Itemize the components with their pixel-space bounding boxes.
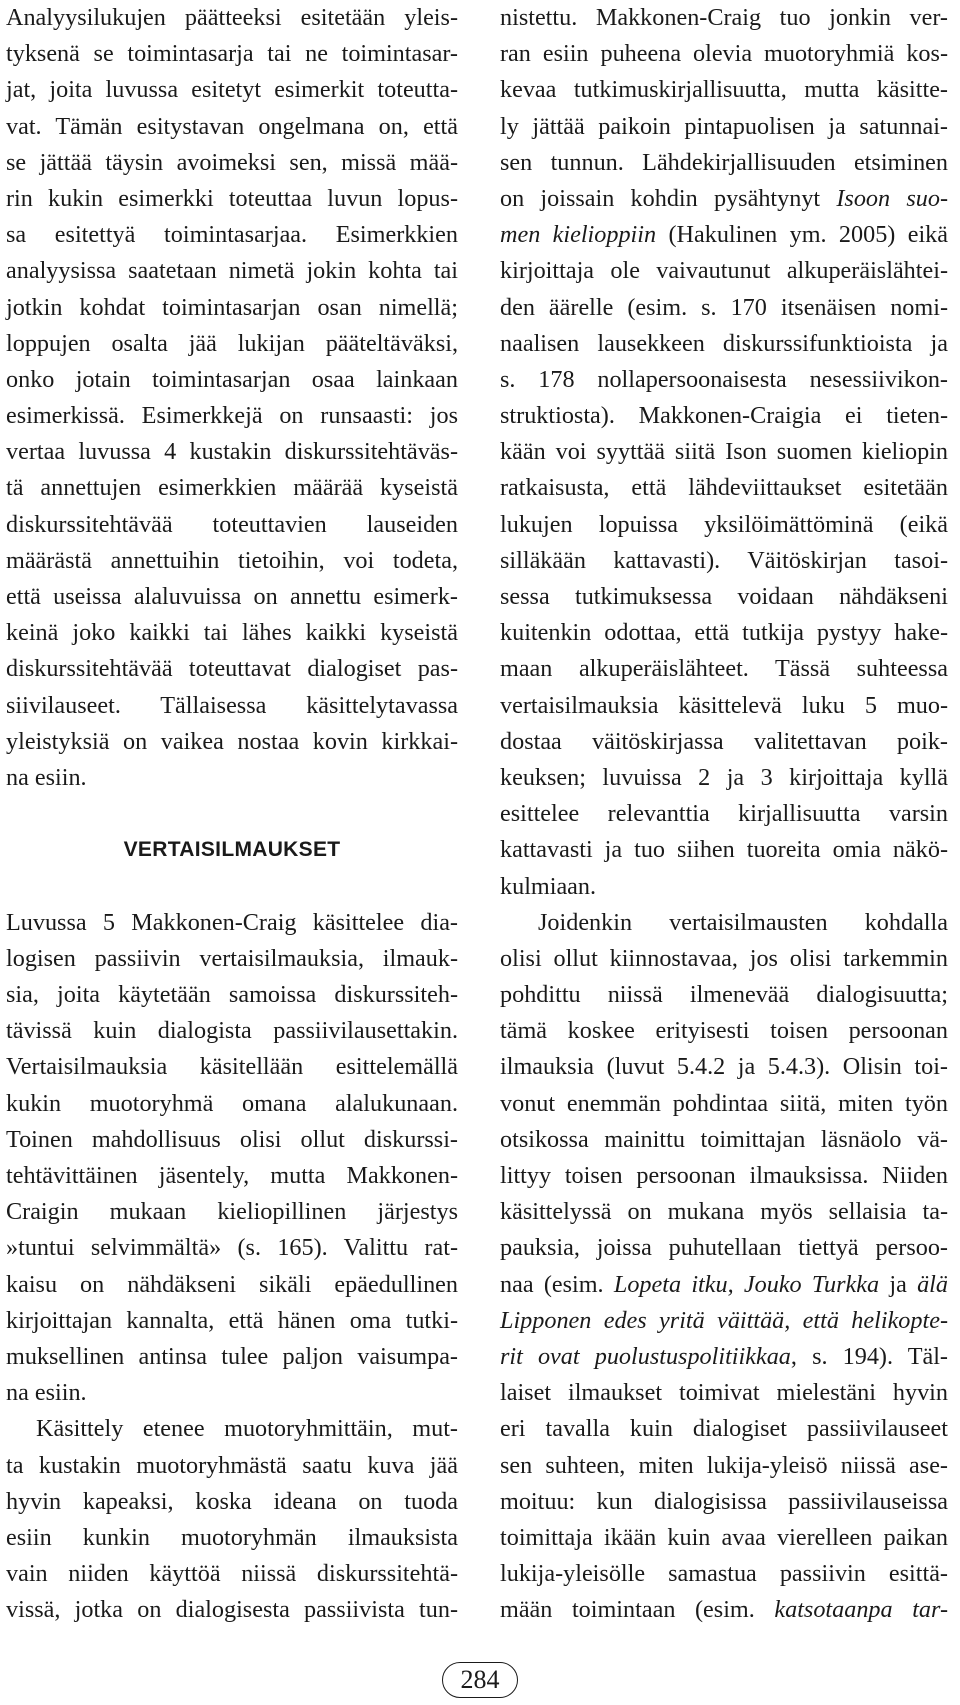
spacer (6, 796, 458, 832)
text-line: keinä joko kaikki tai lähes kaikki kyseistä (6, 619, 458, 647)
text-line: sen tunnun. Lähdekirjallisuuden etsiminen (500, 148, 948, 176)
spacer (6, 869, 458, 905)
text-line: vertaa luvussa 4 kustakin diskurssitehtäväs- (6, 438, 458, 466)
text-line: struktiosta). Makkonen-Craigia ei tieten- (500, 402, 948, 430)
text-line (500, 1303, 948, 1339)
book-title-italic: men kielioppiin (500, 221, 657, 249)
right-paragraph-1 (500, 0, 948, 905)
text-line: toimittaja ikään kuin avaa vierelleen paikan (500, 1523, 948, 1551)
text-line: ran esiin puheena olevia muotoryhmiä kos- (500, 40, 948, 68)
text-line: vonut enemmän pohdintaa siitä, miten työn (500, 1089, 948, 1117)
text-line: den äärelle (esim. s. 170 itsenäisen nomi- (500, 293, 948, 321)
text-line: s. 178 nollapersoonaisesta nesessiivikon- (500, 365, 948, 393)
text-line: hyvin kapeaksi, koska ideana on tuoda (6, 1487, 458, 1515)
left-paragraph-3 (6, 1411, 458, 1628)
example-italic: Lopeta itku, Jouko Turkka (613, 1270, 880, 1298)
text-line (500, 1592, 948, 1628)
text-line: lukija-yleisölle samastua passiivin esittä- (500, 1560, 948, 1588)
text-line: pauksia, joissa puhutellaan tiettyä persoo- (500, 1234, 948, 1262)
text-line: kirjoittaja ole vaivautunut alkuperäislähtei- (500, 257, 948, 285)
text-line: sa esitettyä toimintasarjaa. Esimerkkien (6, 221, 458, 249)
text-line: kattavasti ja tuo siihen tuoreita omia näkö- (500, 836, 948, 864)
text-line: tävissä kuin dialogista passiivilausettakin. (6, 1017, 458, 1045)
text-run: ja (879, 1270, 918, 1298)
text-line: loppujen osalta jää lukijan pääteltäväksi, (6, 329, 458, 357)
text-line: muksellinen antinsa tulee paljon vaisumpa- (6, 1342, 458, 1370)
text-line: lukujen lopuissa yksilöimättöminä (eikä (500, 510, 948, 538)
section-heading: VERTAISILMAUKSET (123, 838, 341, 862)
text-line: ta kustakin muotoryhmästä saatu kuva jää (6, 1451, 458, 1479)
text-line: kään voi syyttää siitä Ison suomen kieliopin (500, 438, 948, 466)
text-line: jotkin kohdat toimintasarjan osan nimellä; (6, 293, 458, 321)
text-line: esimerkissä. Esimerkkejä on runsaasti: jos (6, 402, 458, 430)
left-paragraph-1 (6, 0, 458, 796)
text-line: siivilauseet. Tällaisessa käsittelytavassa (6, 691, 458, 719)
text-line: laiset ilmaukset toimivat mielestäni hyvin (500, 1379, 948, 1407)
text-line: naalisen lausekkeen diskurssifunktioista ja (500, 329, 948, 357)
example-italic: rit ovat puolustuspolitiikkaa (500, 1342, 791, 1370)
text-line: ratkaisusta, että lähdeviittaukset esitetään (500, 474, 948, 502)
text-line: vissä, jotka on dialogisesta passiivista tun- (6, 1596, 458, 1624)
right-column (500, 0, 948, 1628)
text-line: moituu: kun dialogisissa passiivilauseissa (500, 1487, 948, 1515)
example-italic: katsotaanpa tar- (774, 1596, 949, 1624)
text-line: tämä koskee erityisesti toisen persoonan (500, 1017, 948, 1045)
text-line: sia, joita käytetään samoissa diskurssiteh- (6, 981, 458, 1009)
text-line: tä annettujen esimerkkien määrää kyseistä (6, 474, 458, 502)
text-line: rin kukin esimerkki toteuttaa luvun lopus- (6, 184, 458, 212)
text-line: sessa tutkimuksessa voidaan nähdäkseni (500, 583, 948, 610)
page-number: 284 (442, 1662, 518, 1698)
text-line: että useissa alaluvuissa on annettu esimerk- (6, 583, 458, 610)
text-line: kukin muotoryhmä omana alalukunaan. (6, 1089, 458, 1117)
text-line: esittelee relevanttia kirjallisuutta varsin (500, 800, 948, 828)
text-line: olisi ollut kiinnostavaa, jos olisi tarkemmin (500, 944, 948, 972)
text-line: kulmiaan. (500, 872, 597, 900)
left-column (6, 0, 458, 1628)
text-line: nistettu. Makkonen-Craig tuo jonkin ver- (500, 4, 948, 31)
text-line: Käsittely etenee muotoryhmittäin, mut- (36, 1415, 458, 1443)
text-line: otsikossa mainittu toimittajan läsnäolo vä- (500, 1125, 948, 1153)
text-line (500, 181, 948, 217)
text-line: na esiin. (6, 1379, 87, 1407)
text-line: se jättää täysin avoimeksi sen, missä mää- (6, 148, 458, 176)
text-line: ly jättää paikoin pintapuolisen ja satunnai- (500, 112, 948, 140)
text-line: käsittelyssä on mukana myös sellaisia ta- (500, 1198, 948, 1226)
text-run: , s. 194). Täl- (790, 1342, 948, 1370)
text-run: mään toimintaan (esim. (500, 1596, 775, 1624)
book-title-italic: Isoon suo- (836, 184, 949, 212)
text-line: diskurssitehtävää toteuttavien lauseiden (6, 510, 458, 538)
text-line: tyksenä se toimintasarja tai ne toimintasar- (6, 40, 458, 68)
text-line: diskurssitehtävää toteuttavat dialogiset pas- (6, 655, 458, 683)
text-line: Craigin mukaan kieliopillinen järjestys (6, 1198, 458, 1226)
text-line: pohdittu niissä ilmenevää dialogisuutta; (500, 981, 948, 1009)
text-run: naa (esim. (500, 1270, 614, 1298)
text-line: Analyysilukujen päätteeksi esitetään yleis- (6, 4, 458, 31)
left-paragraph-2 (6, 905, 458, 1412)
text-line: esiin kunkin muotoryhmän ilmauksista (6, 1523, 458, 1551)
text-line: Vertaisilmauksia käsitellään esittelemällä (6, 1053, 458, 1081)
text-line: Luvussa 5 Makkonen-Craig käsittelee dia- (6, 908, 458, 936)
text-line: tehtävittäinen jäsentely, mutta Makkonen- (6, 1162, 458, 1189)
text-line: kirjoittajan kannalta, että hänen oma tutki- (6, 1306, 458, 1334)
text-line: määrästä annettuihin tietoihin, voi todeta, (6, 546, 458, 574)
text-line: ilmauksia (luvut 5.4.2 ja 5.4.3). Olisin toi- (500, 1053, 948, 1081)
text-line: yleistyksiä on vaikea nostaa kovin kirkkai- (6, 727, 458, 755)
text-line: vat. Tämän esitystavan ongelmana on, että (6, 112, 458, 140)
text-line: Joidenkin vertaisilmausten kohdalla (538, 908, 948, 936)
text-run: (Hakulinen ym. 2005) eikä (656, 221, 948, 249)
example-italic: älä (917, 1270, 948, 1298)
text-line: analyysissa saatetaan nimetä jokin kohta tai (6, 257, 458, 285)
text-line: kuitenkin odottaa, että tutkija pystyy hake- (500, 619, 948, 647)
text-line: sen suhteen, miten lukija-yleisö niissä ase- (500, 1451, 948, 1479)
text-line: vain niiden käyttöä niissä diskurssitehtä- (6, 1560, 458, 1588)
text-line: kevaa tutkimuskirjallisuutta, mutta käsitte- (500, 76, 948, 104)
text-run: on joissain kohdin pysähtynyt (500, 184, 837, 212)
text-line: onko jotain toimintasarjan osaa lainkaan (6, 365, 458, 393)
text-line: dostaa väitöskirjassa valitettavan poik- (500, 727, 948, 755)
text-line: Toinen mahdollisuus olisi ollut diskurssi- (6, 1125, 458, 1153)
text-line (500, 1339, 948, 1375)
example-italic: Lipponen edes yritä väittää, että helikopte- (500, 1306, 948, 1334)
text-line: maan alkuperäislähteet. Tässä suhteessa (500, 655, 948, 683)
text-line: jat, joita luvussa esitetyt esimerkit toteutta- (6, 76, 458, 104)
text-line: vertaisilmauksia käsittelevä luku 5 muo- (500, 691, 948, 719)
text-line (500, 217, 948, 253)
text-line: kaisu on nähdäkseni sikäli epäedullinen (6, 1270, 458, 1298)
text-line: logisen passiivin vertaisilmauksia, ilmauk- (6, 944, 458, 972)
text-line: »tuntui selvimmältä» (s. 165). Valittu rat- (6, 1234, 458, 1262)
text-line: eri tavalla kuin dialogiset passiivilauseet (500, 1415, 948, 1443)
text-line: na esiin. (6, 763, 87, 791)
text-line: keuksen; luvuissa 2 ja 3 kirjoittaja kyllä (500, 763, 948, 791)
text-line: littyy toisen persoonan ilmauksissa. Niiden (500, 1162, 948, 1189)
text-line (500, 1267, 948, 1303)
right-paragraph-2 (500, 905, 948, 1629)
text-line: silläkään kattavasti). Väitöskirjan tasoi- (500, 546, 948, 574)
